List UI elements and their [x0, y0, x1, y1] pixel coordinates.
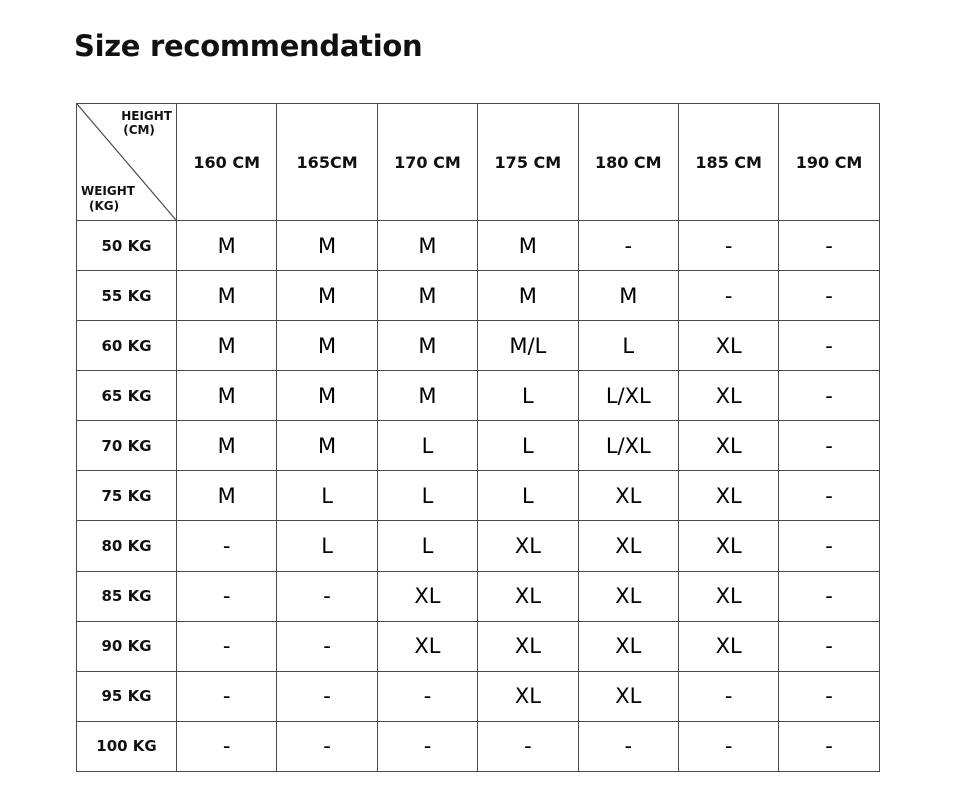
size-cell: XL: [678, 471, 778, 521]
table-row: [77, 721, 880, 771]
size-cell: XL: [377, 621, 477, 671]
size-cell: -: [779, 471, 879, 521]
weight-cell: 50 KG: [77, 221, 177, 271]
size-cell: -: [678, 721, 778, 771]
size-cell: -: [678, 271, 778, 321]
size-cell: XL: [478, 671, 578, 721]
size-cell: XL: [678, 521, 778, 571]
size-cell: -: [177, 671, 277, 721]
size-cell: M: [277, 221, 377, 271]
size-cell: XL: [678, 371, 778, 421]
table-body: [77, 221, 880, 772]
height-header: 185 CM: [678, 104, 778, 221]
size-cell: -: [277, 671, 377, 721]
weight-cell: 100 KG: [77, 721, 177, 771]
height-axis-label: [121, 109, 172, 137]
size-cell: M: [177, 371, 277, 421]
size-chart-table: [76, 103, 880, 772]
size-cell: -: [678, 671, 778, 721]
weight-label: WEIGHT: [81, 184, 135, 198]
table-row: [77, 471, 880, 521]
height-label: HEIGHT: [121, 109, 172, 123]
size-cell: M/L: [478, 321, 578, 371]
size-cell: M: [277, 321, 377, 371]
size-cell: -: [578, 721, 678, 771]
size-cell: M: [177, 321, 277, 371]
height-header: 190 CM: [779, 104, 879, 221]
size-cell: M: [277, 421, 377, 471]
weight-cell: 70 KG: [77, 421, 177, 471]
table-header-row: [77, 104, 880, 221]
weight-cell: 75 KG: [77, 471, 177, 521]
page-title: Size recommendation: [74, 29, 423, 63]
height-header: 170 CM: [377, 104, 477, 221]
table-row: [77, 671, 880, 721]
size-cell: -: [678, 221, 778, 271]
table-row: [77, 371, 880, 421]
size-cell: L/XL: [578, 371, 678, 421]
size-cell: -: [779, 721, 879, 771]
weight-cell: 85 KG: [77, 571, 177, 621]
size-cell: -: [779, 521, 879, 571]
table-row: [77, 521, 880, 571]
weight-cell: 95 KG: [77, 671, 177, 721]
size-cell: -: [377, 721, 477, 771]
size-cell: -: [177, 571, 277, 621]
size-cell: M: [578, 271, 678, 321]
size-cell: M: [377, 371, 477, 421]
height-header: 180 CM: [578, 104, 678, 221]
weight-cell: 60 KG: [77, 321, 177, 371]
table-row: [77, 271, 880, 321]
size-cell: M: [377, 221, 477, 271]
size-cell: -: [779, 371, 879, 421]
size-cell: -: [779, 271, 879, 321]
weight-cell: 80 KG: [77, 521, 177, 571]
size-cell: M: [377, 271, 477, 321]
size-cell: M: [177, 421, 277, 471]
table-row: [77, 571, 880, 621]
weight-cell: 90 KG: [77, 621, 177, 671]
size-cell: XL: [478, 571, 578, 621]
size-cell: XL: [678, 321, 778, 371]
size-cell: L: [377, 521, 477, 571]
size-cell: L: [478, 421, 578, 471]
size-cell: -: [478, 721, 578, 771]
size-cell: XL: [578, 571, 678, 621]
table-row: [77, 321, 880, 371]
size-cell: XL: [578, 471, 678, 521]
size-cell: -: [377, 671, 477, 721]
size-cell: M: [478, 271, 578, 321]
weight-axis-label: [81, 184, 135, 214]
size-cell: XL: [678, 571, 778, 621]
size-cell: L: [578, 321, 678, 371]
size-cell: L/XL: [578, 421, 678, 471]
height-unit: (CM): [123, 123, 155, 137]
height-header: 175 CM: [478, 104, 578, 221]
size-cell: -: [779, 221, 879, 271]
size-cell: L: [277, 521, 377, 571]
table-row: [77, 221, 880, 271]
size-cell: M: [277, 371, 377, 421]
size-cell: XL: [578, 521, 678, 571]
size-cell: L: [377, 471, 477, 521]
size-cell: L: [478, 371, 578, 421]
size-cell: M: [177, 271, 277, 321]
size-cell: M: [377, 321, 477, 371]
weight-cell: 65 KG: [77, 371, 177, 421]
size-cell: XL: [478, 621, 578, 671]
size-cell: -: [277, 721, 377, 771]
size-cell: XL: [377, 571, 477, 621]
size-cell: -: [277, 571, 377, 621]
size-cell: L: [277, 471, 377, 521]
size-cell: XL: [478, 521, 578, 571]
size-cell: L: [377, 421, 477, 471]
size-cell: XL: [678, 421, 778, 471]
size-cell: XL: [678, 621, 778, 671]
size-cell: -: [779, 421, 879, 471]
size-cell: -: [177, 521, 277, 571]
size-cell: XL: [578, 621, 678, 671]
weight-unit: (KG): [89, 199, 120, 213]
weight-cell: 55 KG: [77, 271, 177, 321]
size-cell: L: [478, 471, 578, 521]
table-row: [77, 621, 880, 671]
size-cell: -: [177, 621, 277, 671]
height-header: 160 CM: [177, 104, 277, 221]
size-cell: -: [779, 621, 879, 671]
size-cell: -: [779, 321, 879, 371]
size-cell: M: [177, 221, 277, 271]
size-cell: M: [478, 221, 578, 271]
size-cell: M: [277, 271, 377, 321]
height-header: 165CM: [277, 104, 377, 221]
corner-cell: [77, 104, 177, 221]
table-row: [77, 421, 880, 471]
size-cell: -: [177, 721, 277, 771]
size-cell: -: [277, 621, 377, 671]
size-cell: -: [779, 571, 879, 621]
size-cell: -: [779, 671, 879, 721]
size-cell: XL: [578, 671, 678, 721]
size-cell: M: [177, 471, 277, 521]
size-cell: -: [578, 221, 678, 271]
